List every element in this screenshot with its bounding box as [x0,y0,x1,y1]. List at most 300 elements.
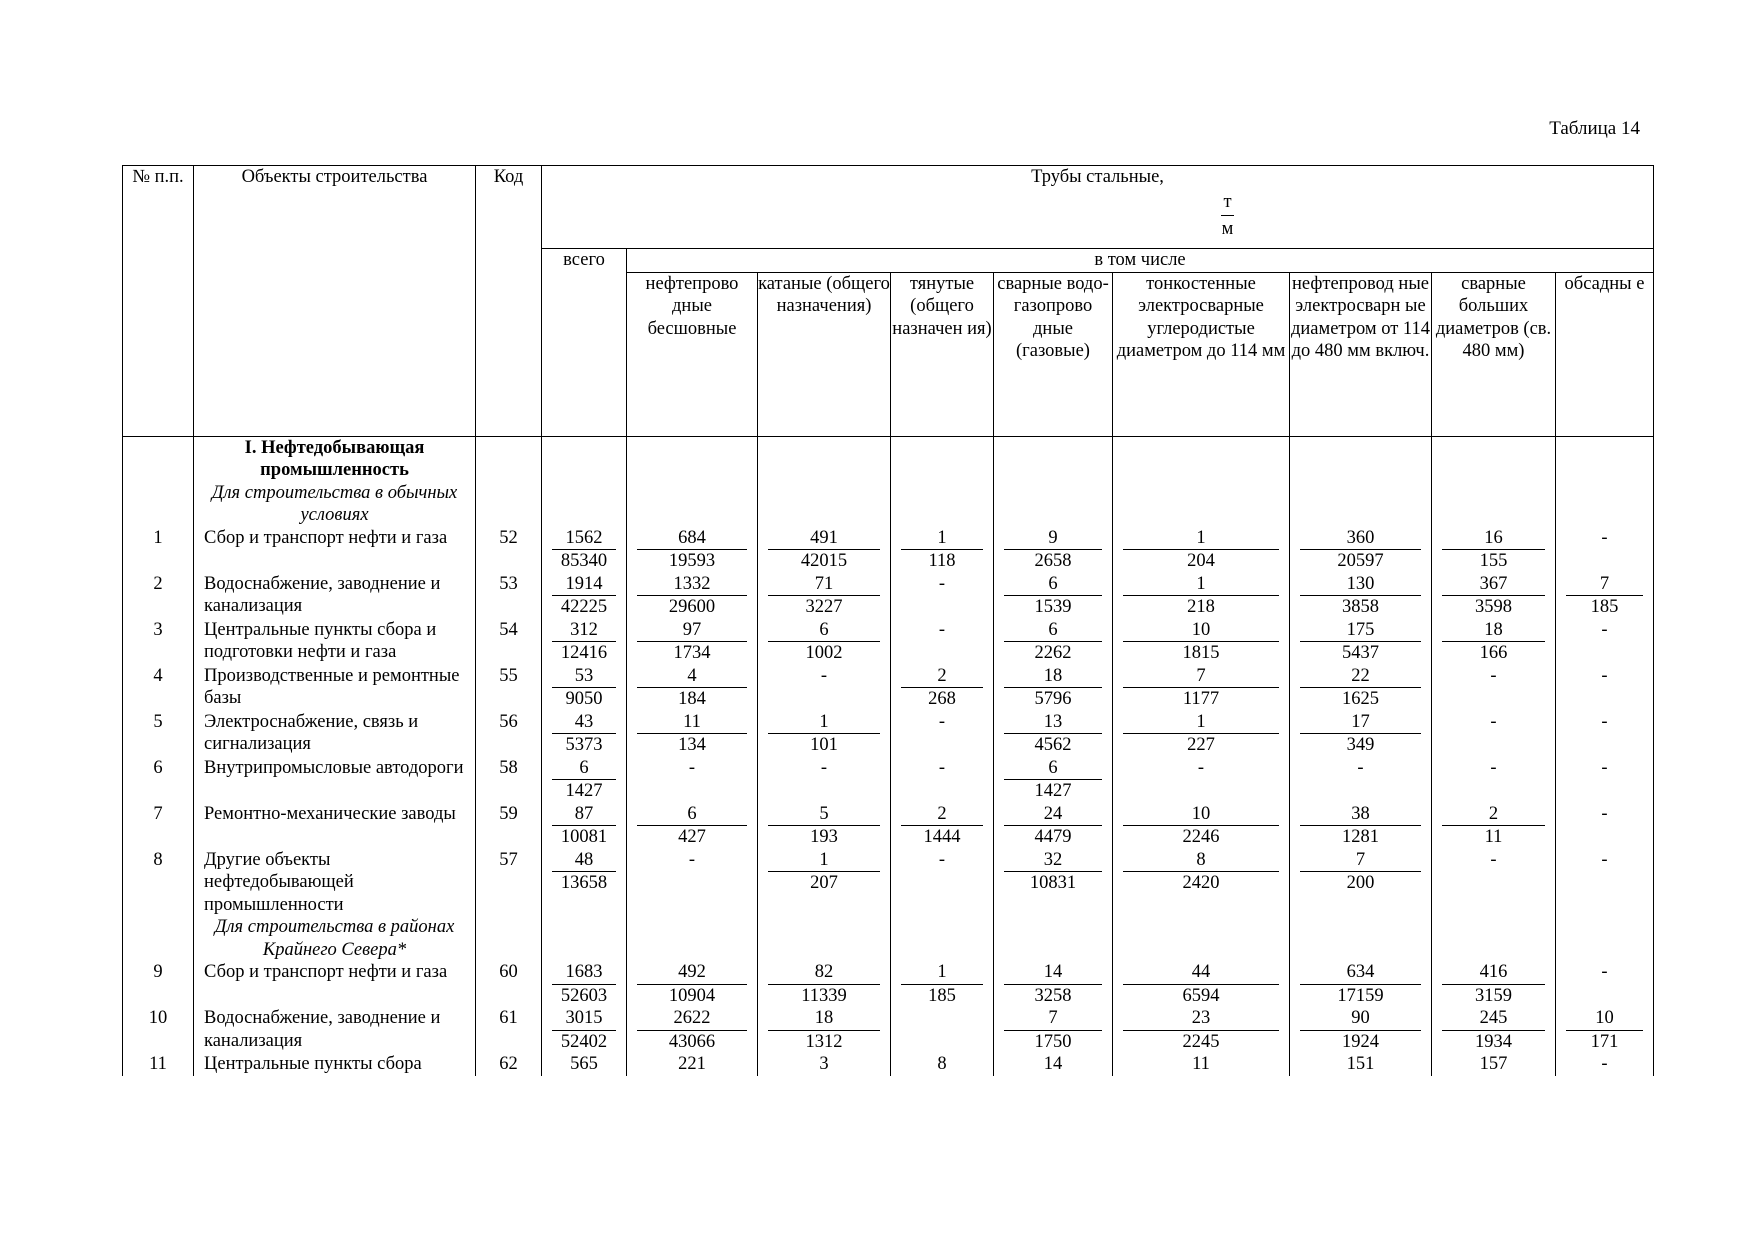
row-value [1432,757,1556,803]
row-value [627,711,758,757]
fraction [758,665,890,688]
fraction-denominator: 2262 [1034,643,1072,663]
fraction [542,573,626,619]
row-code: 52 [476,527,542,573]
row-code: 53 [476,573,542,619]
row-value [1113,849,1290,917]
subsection-row-cell [476,482,542,527]
fraction-numerator: 4 [637,665,747,689]
fraction [758,527,890,573]
fraction-denominator: 185 [928,985,956,1006]
row-value [627,849,758,917]
fraction-numerator: 634 [1300,961,1421,985]
fraction-denominator: 1177 [1182,689,1220,709]
subsection-row-cell [891,482,994,527]
row-value [758,961,891,1007]
fraction [1113,711,1289,757]
header-pipes [542,166,1654,249]
subsection-row-cell [1113,916,1290,961]
row-code: 55 [476,665,542,711]
fraction [1113,1007,1289,1053]
row-value [542,711,627,757]
row-number: 4 [123,665,194,711]
row-code: 59 [476,803,542,849]
fraction-numerator: 416 [1442,961,1545,985]
row-code: 62 [476,1053,542,1076]
fraction-denominator: 42225 [560,597,608,617]
fraction-numerator: - [1601,757,1608,778]
fraction-denominator: 268 [928,689,956,709]
fraction-numerator: 13 [1004,711,1102,735]
row-value [994,573,1113,619]
fraction-denominator: 2420 [1182,873,1220,893]
fraction-denominator: 1002 [805,643,843,663]
row-value [627,665,758,711]
fraction [1290,1007,1431,1053]
fraction-numerator: - [1490,757,1497,778]
fraction-denominator: 1427 [565,781,603,801]
table-row [123,803,1654,849]
fraction-numerator: 8 [937,1054,947,1074]
subsection-row-cell [1113,482,1290,527]
fraction-numerator: 130 [1300,573,1421,597]
fraction [1432,1007,1555,1053]
fraction-numerator: 1 [768,711,880,735]
subsection-row-cell [891,916,994,961]
fraction-denominator: 2245 [1182,1031,1220,1052]
row-value [1290,573,1432,619]
row-value [542,619,627,665]
row-value [994,619,1113,665]
row-value [627,803,758,849]
fraction [994,961,1112,1007]
fraction-numerator: 6 [768,619,880,643]
fraction [758,711,890,757]
row-value [758,619,891,665]
row-value [1432,1007,1556,1053]
row-value [1290,1007,1432,1053]
fraction [1290,961,1431,1007]
subsection-row-cell [1556,482,1654,527]
fraction [891,757,993,780]
row-object: Водоснабжение, заводнение и канализация [194,1007,476,1053]
fraction [994,1007,1112,1053]
fraction-numerator: 11 [1192,1054,1210,1074]
row-value [994,1007,1113,1053]
header-including: в том числе [627,249,1654,273]
section-row-cell [542,436,627,482]
fraction-numerator: 7 [1300,849,1421,873]
fraction [542,711,626,757]
row-object: Центральные пункты сбора и подготовки нефти и газа [194,619,476,665]
fraction-numerator: - [688,849,696,870]
row-value [1290,803,1432,849]
row-value [994,527,1113,573]
fraction-numerator: 18 [1442,619,1545,643]
row-value [627,961,758,1007]
pipe-table [122,165,1654,1076]
fraction-denominator: 200 [1346,873,1375,893]
row-value [1432,849,1556,917]
row-value [758,711,891,757]
fraction [1290,803,1431,849]
fraction-denominator: 12416 [560,643,608,663]
fraction [994,803,1112,849]
fraction-numerator: 1 [1123,527,1279,551]
row-value [758,757,891,803]
row-value [758,803,891,849]
row-value [891,711,994,757]
row-value [1113,527,1290,573]
row-value [891,849,994,917]
fraction [1556,803,1653,826]
fraction [1113,619,1289,665]
subsection-row-cell [476,916,542,961]
row-value [891,1053,994,1076]
subsection-row-cell [1556,916,1654,961]
row-value [1432,1053,1556,1076]
fraction-numerator: 151 [1346,1054,1375,1074]
header-col-4: сварные водо-газопрово дные (газовые) [994,272,1113,436]
row-code: 61 [476,1007,542,1053]
fraction-denominator: 185 [1590,597,1619,617]
row-value [891,527,994,573]
row-value [1113,1053,1290,1076]
fraction [1290,527,1431,573]
subsection-title: Для строительства в районах Крайнего Севера* [214,917,455,960]
row-number: 2 [123,573,194,619]
fraction-numerator: 48 [552,849,616,873]
fraction [627,1053,757,1076]
row-value [1432,711,1556,757]
fraction [1432,619,1555,665]
fraction-denominator: 193 [810,827,838,847]
fraction [994,665,1112,711]
row-value [1432,961,1556,1007]
fraction-denominator: 1539 [1034,597,1072,617]
row-object: Центральные пункты сбора [194,1053,476,1076]
fraction-denominator: 204 [1187,551,1215,571]
row-value [891,665,994,711]
row-value [1556,757,1654,803]
row-value [1113,573,1290,619]
fraction-denominator: 118 [928,551,956,571]
row-value [891,619,994,665]
fraction [758,849,890,895]
fraction-denominator: 2658 [1034,551,1072,571]
fraction-numerator: - [1490,665,1497,686]
fraction-numerator: 1 [768,849,880,873]
fraction [994,757,1112,803]
fraction [1556,665,1653,688]
fraction [542,757,626,803]
fraction-numerator: 6 [1004,573,1102,597]
fraction [758,961,890,1007]
row-value [994,711,1113,757]
row-value [542,1007,627,1053]
row-value [542,527,627,573]
fraction-numerator: - [1601,665,1608,686]
fraction-numerator: 245 [1442,1007,1545,1031]
fraction-numerator: 2622 [637,1007,747,1031]
fraction [1432,573,1555,619]
section-row-cell [1432,436,1556,482]
fraction-denominator: 3858 [1342,597,1379,617]
section-row-cell [1556,436,1654,482]
fraction-numerator: - [938,757,946,778]
fraction-numerator: 1 [901,961,983,985]
row-value [1113,619,1290,665]
row-value [1432,665,1556,711]
row-value [1290,619,1432,665]
subsection-row-cell [194,916,476,961]
fraction [891,619,993,642]
fraction-numerator: - [938,573,946,594]
row-value [891,573,994,619]
row-value [891,1007,994,1053]
row-value [542,573,627,619]
fraction-denominator: 10904 [668,985,716,1006]
fraction [994,849,1112,895]
fraction-numerator: - [820,665,828,686]
fraction-denominator: 4562 [1034,735,1072,755]
fraction-denominator: 5796 [1034,689,1072,709]
fraction [891,573,993,596]
row-number: 9 [123,961,194,1007]
row-value [994,757,1113,803]
row-value [1432,619,1556,665]
table-row [123,573,1654,619]
fraction [1432,757,1555,780]
header-objects: Объекты строительства [194,166,476,437]
fraction-numerator: - [1601,711,1608,732]
row-number: 10 [123,1007,194,1053]
subsection-row-cell [758,482,891,527]
header-col-2: катаные (общего назначения) [758,272,891,436]
section-row-cell [758,436,891,482]
fraction [1556,711,1653,734]
table-row [123,961,1654,1007]
row-value [758,573,891,619]
subsection-row-cell [758,916,891,961]
row-value [627,757,758,803]
row-value [627,1007,758,1053]
fraction [1556,1053,1653,1076]
fraction-denominator: 1924 [1342,1031,1379,1052]
fraction [542,619,626,665]
fraction [627,961,757,1007]
row-value [627,619,758,665]
fraction-numerator: - [938,711,946,732]
table-row [123,1053,1654,1076]
fraction [1432,527,1555,573]
fraction [1290,711,1431,757]
fraction [1290,619,1431,665]
fraction-denominator: 52603 [560,985,608,1006]
fraction [627,1007,757,1053]
fraction-denominator: 1934 [1475,1031,1512,1052]
fraction [891,803,993,849]
table-row [123,849,1654,917]
fraction [1556,619,1653,642]
row-object: Производственные и ремонтные базы [194,665,476,711]
fraction-numerator: 175 [1300,619,1421,643]
row-value [1113,961,1290,1007]
fraction-denominator: 9050 [565,689,603,709]
fraction [891,711,993,734]
fraction [758,1007,890,1053]
section-row-cell [194,436,476,482]
fraction [627,665,757,711]
fraction-numerator: 1 [1123,711,1279,735]
fraction-numerator: 18 [1004,665,1102,689]
fraction [1290,849,1431,895]
header-col-6: нефтепровод ные электросварн ые диаметром от 114 до 480 мм включ. [1290,272,1432,436]
row-object: Сбор и транспорт нефти и газа [194,527,476,573]
row-value [994,1053,1113,1076]
subsection-row-cell [994,482,1113,527]
row-value [1556,619,1654,665]
row-value [1290,711,1432,757]
fraction-numerator: 5 [768,803,880,827]
row-value [1290,757,1432,803]
fraction-denominator: 218 [1187,597,1215,617]
fraction [891,665,993,711]
section-row-cell [994,436,1113,482]
fraction [994,573,1112,619]
fraction [1432,711,1555,734]
fraction-denominator: 1750 [1034,1031,1072,1052]
fraction-numerator: 312 [552,619,616,643]
subsection-title: Для строительства в обычных условиях [211,482,458,525]
subsection-row-cell [542,916,627,961]
row-value [1556,573,1654,619]
fraction-numerator: - [1490,849,1497,870]
fraction [1113,665,1289,711]
row-value [542,803,627,849]
fraction-denominator: 4479 [1034,827,1072,847]
row-value [758,849,891,917]
fraction [627,711,757,757]
fraction [1432,803,1555,849]
fraction-denominator: 3258 [1034,985,1072,1006]
fraction-numerator: 17 [1300,711,1421,735]
fraction-denominator: 3159 [1475,985,1512,1006]
table-row [123,757,1654,803]
fraction-numerator: 684 [637,527,747,551]
table-row [123,1007,1654,1053]
subsection-row [123,482,1654,527]
fraction-numerator: 565 [570,1054,598,1074]
fraction-numerator: 32 [1004,849,1102,873]
fraction-denominator: 29600 [668,597,716,617]
fraction-numerator: - [938,619,946,640]
fraction-denominator: 43066 [668,1031,716,1052]
row-value [891,803,994,849]
fraction-numerator: 14 [1043,1054,1063,1074]
fraction-numerator: 1332 [637,573,747,597]
fraction-numerator: - [1601,803,1608,824]
fraction-denominator: 1312 [805,1031,843,1052]
row-value [1113,1007,1290,1053]
row-value [1113,757,1290,803]
row-value [1432,527,1556,573]
fraction-numerator: 157 [1479,1054,1508,1074]
fraction [1432,849,1555,872]
fraction-numerator: 11 [637,711,747,735]
fraction [542,803,626,849]
fraction-denominator: 11339 [801,985,847,1006]
row-object: Внутрипромысловые автодороги [194,757,476,803]
subsection-row-cell [123,482,194,527]
fraction-denominator: 6594 [1182,985,1220,1006]
fraction [627,573,757,619]
header-unit [1221,189,1233,242]
fraction [542,527,626,573]
fraction [758,619,890,665]
row-number: 7 [123,803,194,849]
fraction-numerator: - [820,757,828,778]
subsection-row-cell [1432,916,1556,961]
fraction [1113,1053,1289,1076]
fraction-numerator: 1914 [552,573,616,597]
fraction-numerator: 1683 [552,961,616,985]
fraction [1113,527,1289,573]
subsection-row-cell [1290,916,1432,961]
row-value [542,1053,627,1076]
fraction [542,665,626,711]
row-code: 58 [476,757,542,803]
row-value [1432,803,1556,849]
fraction [1556,961,1653,984]
fraction [542,1053,626,1076]
section-row [123,436,1654,482]
fraction [1432,1053,1555,1076]
fraction-denominator: 134 [678,735,706,755]
fraction-numerator: 8 [1123,849,1279,873]
section-row-cell [1290,436,1432,482]
fraction-denominator: 184 [678,689,706,709]
row-value [627,1053,758,1076]
row-value [542,849,627,917]
fraction [758,1053,890,1076]
row-code: 60 [476,961,542,1007]
fraction [627,757,757,780]
fraction-denominator: 19593 [668,551,716,571]
row-value [891,961,994,1007]
fraction-denominator: 10831 [1029,873,1077,893]
fraction [1556,849,1653,872]
fraction-numerator: 2 [1442,803,1545,827]
fraction-numerator: 221 [678,1054,706,1074]
fraction-numerator: 82 [768,961,880,985]
row-object: Электроснабжение, связь и сигнализация [194,711,476,757]
row-value [758,527,891,573]
fraction-denominator: 3598 [1475,597,1512,617]
subsection-row-cell [194,482,476,527]
fraction-denominator: 1625 [1342,689,1379,709]
fraction-numerator: - [938,849,946,870]
fraction-numerator: 491 [768,527,880,551]
row-value [627,527,758,573]
row-value [1290,1053,1432,1076]
fraction-numerator: - [1601,849,1608,870]
subsection-row-cell [627,482,758,527]
fraction [627,803,757,849]
subsection-row-cell [994,916,1113,961]
row-value [994,849,1113,917]
fraction-numerator: - [688,757,696,778]
